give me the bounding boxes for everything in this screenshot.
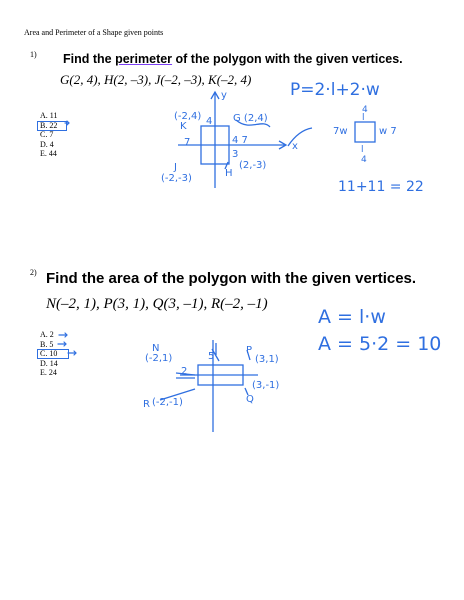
sketch-label-l: l bbox=[362, 113, 365, 123]
label-vertex-p: P bbox=[246, 345, 253, 356]
sketch-right-length: w 7 bbox=[379, 126, 397, 137]
worksheet-title: Area and Perimeter of a Shape given points bbox=[24, 28, 164, 37]
question-2-vertices: N(–2, 1), P(3, 1), Q(3, –1), R(–2, –1) bbox=[46, 296, 268, 312]
perimeter-sum: 11+11 = 22 bbox=[338, 179, 424, 195]
label-point-p: (3,1) bbox=[255, 354, 279, 365]
question-1-prompt-end: of the polygon with the given vertices. bbox=[172, 52, 403, 66]
sketch-left-length: 7w bbox=[333, 126, 348, 137]
graph-2-labels bbox=[143, 343, 279, 410]
tick-mark-icon bbox=[68, 351, 76, 355]
tick-mark-icon bbox=[65, 121, 69, 125]
question-1-number: 1) bbox=[30, 50, 37, 59]
choice-1b-label: B. 22 bbox=[40, 120, 58, 130]
label-vertex-n: N bbox=[152, 343, 160, 354]
side-top-length: 4 bbox=[206, 116, 213, 127]
choice-2a[interactable]: A. 2 bbox=[40, 330, 54, 339]
tick-mark-icon bbox=[58, 342, 66, 346]
choice-1c[interactable]: C. 7 bbox=[40, 130, 54, 139]
label-vertex-q: Q bbox=[246, 394, 254, 405]
question-2-prompt: Find the area of the polygon with the given vertices. bbox=[46, 270, 417, 287]
choice-2c-label: C. 10 bbox=[40, 349, 58, 358]
choice-2d[interactable]: D. 14 bbox=[40, 358, 58, 368]
question-1-work bbox=[290, 80, 424, 195]
choice-1a[interactable]: A. 11 bbox=[40, 111, 58, 120]
choice-1d[interactable]: D. 4 bbox=[40, 139, 54, 149]
side-left-length-2: 2 bbox=[181, 366, 188, 377]
label-point-j: (-2,-3) bbox=[161, 173, 192, 184]
choice-2b[interactable]: B. 5 bbox=[40, 339, 54, 349]
label-point-g: G (2,4) bbox=[233, 113, 268, 124]
graph-1 bbox=[178, 92, 375, 188]
axis-label-y: y bbox=[221, 90, 227, 101]
side-right-length: 4 7 bbox=[232, 135, 248, 146]
question-2-work bbox=[318, 306, 441, 355]
question-1-prompt-keyword: perimeter bbox=[115, 52, 173, 66]
axis-label-x: x bbox=[292, 141, 298, 152]
sketch-rectangle bbox=[355, 122, 375, 142]
side-bottom-length: 3 bbox=[232, 149, 239, 160]
question-1-vertices: G(2, 4), H(2, –3), J(–2, –3), K(–2, 4) bbox=[60, 72, 252, 87]
choice-2e[interactable]: E. 24 bbox=[40, 368, 57, 377]
area-formula: A = l·w bbox=[318, 306, 386, 328]
side-left-length: 7 bbox=[184, 137, 191, 148]
sketch-top-length: 4 bbox=[362, 105, 368, 115]
label-point-n: (-2,1) bbox=[145, 353, 173, 364]
label-point-h: (2,-3) bbox=[239, 160, 267, 171]
label-point-r: (-2,-1) bbox=[152, 397, 183, 408]
sketch-label-l-bottom: l bbox=[361, 145, 364, 155]
perimeter-formula: P=2·l+2·w bbox=[290, 80, 380, 100]
question-2-number: 2) bbox=[30, 268, 37, 277]
question-1-prompt-start: Find the bbox=[63, 52, 116, 66]
side-top-length-2: 5 bbox=[208, 351, 215, 362]
area-calculation: A = 5·2 = 10 bbox=[318, 333, 442, 355]
sketch-bottom-length: 4 bbox=[361, 155, 367, 165]
label-vertex-k: K bbox=[180, 121, 187, 132]
label-vertex-j: J bbox=[174, 162, 177, 173]
label-vertex-r: R bbox=[143, 399, 150, 410]
tick-mark-icon bbox=[59, 333, 67, 337]
label-point-k: (-2,4) bbox=[174, 111, 202, 122]
choice-1e[interactable]: E. 44 bbox=[40, 149, 57, 158]
label-point-q: (3,-1) bbox=[252, 380, 280, 391]
label-vertex-h: H bbox=[225, 168, 233, 179]
